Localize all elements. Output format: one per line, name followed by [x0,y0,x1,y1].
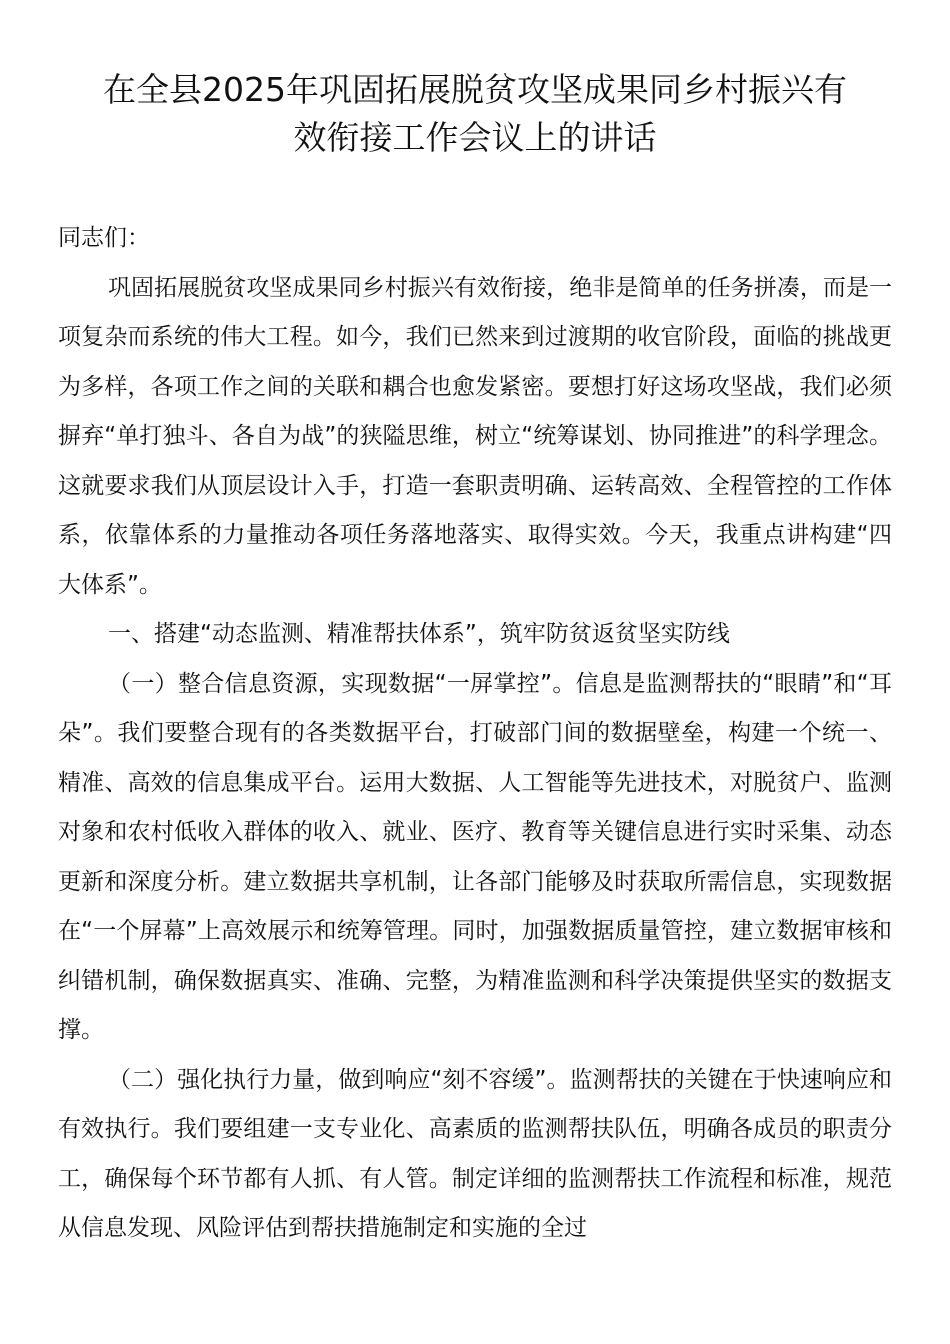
paragraph-subsection-1: （一）整合信息资源，实现数据“一屏掌控”。信息是监测帮扶的“眼睛”和“耳朵”。我们要整合现有的各类数据平台，打破部门间的数据壁垒，构建一个统一、精准、高效的信息集成平台。运用大数据、人工智能等先进技术，对脱贫户、监测对象和农村低收入群体的收入、就业、医疗、教育等关键信息进行实时采集、动态更新和深度分析。建立数据共享机制，让各部门能够及时获取所需信息，实现数据在“一个屏幕”上高效展示和统筹管理。同时，加强数据质量管控，建立数据审核和纠错机制，确保数据真实、准确、完整，为精准监测和科学决策提供坚实的数据支撑。 [58,670,892,1043]
document-page [58,0,892,1254]
salutation: 同志们： [58,225,150,251]
document-body [58,214,892,1254]
title-line-2: 效衔接工作会议上的讲话 [293,118,657,157]
section-heading-1: 一、搭建“动态监测、精准帮扶体系”，筑牢防贫返贫坚实防线 [108,621,730,647]
paragraph-intro: 巩固拓展脱贫攻坚成果同乡村振兴有效衔接，绝非是简单的任务拼凑，而是一项复杂而系统的伟大工程。如今，我们已然来到过渡期的收官阶段，面临的挑战更为多样，各项工作之间的关联和耦合也愈发紧密。要想打好这场攻坚战，我们必须摒弃“单打独斗、各自为战”的狭隘思维，树立“统筹谋划、协同推进”的科学理念。这就要求我们从顶层设计入手，打造一套职责明确、运转高效、全程管控的工作体系，依靠体系的力量推动各项任务落地落实、取得实效。今天，我重点讲构建“四大体系”。 [58,274,892,598]
page-title [58,0,892,162]
title-line-1: 在全县2025年巩固拓展脱贫攻坚成果同乡村振兴有 [103,70,847,109]
paragraph-subsection-2: （二）强化执行力量，做到响应“刻不容缓”。监测帮扶的关键在于快速响应和有效执行。我们要组建一支专业化、高素质的监测帮扶队伍，明确各成员的职责分工，确保每个环节都有人抓、有人管。制定详细的监测帮扶工作流程和标准，规范从信息发现、风险评估到帮扶措施制定和实施的全过 [58,1066,892,1241]
